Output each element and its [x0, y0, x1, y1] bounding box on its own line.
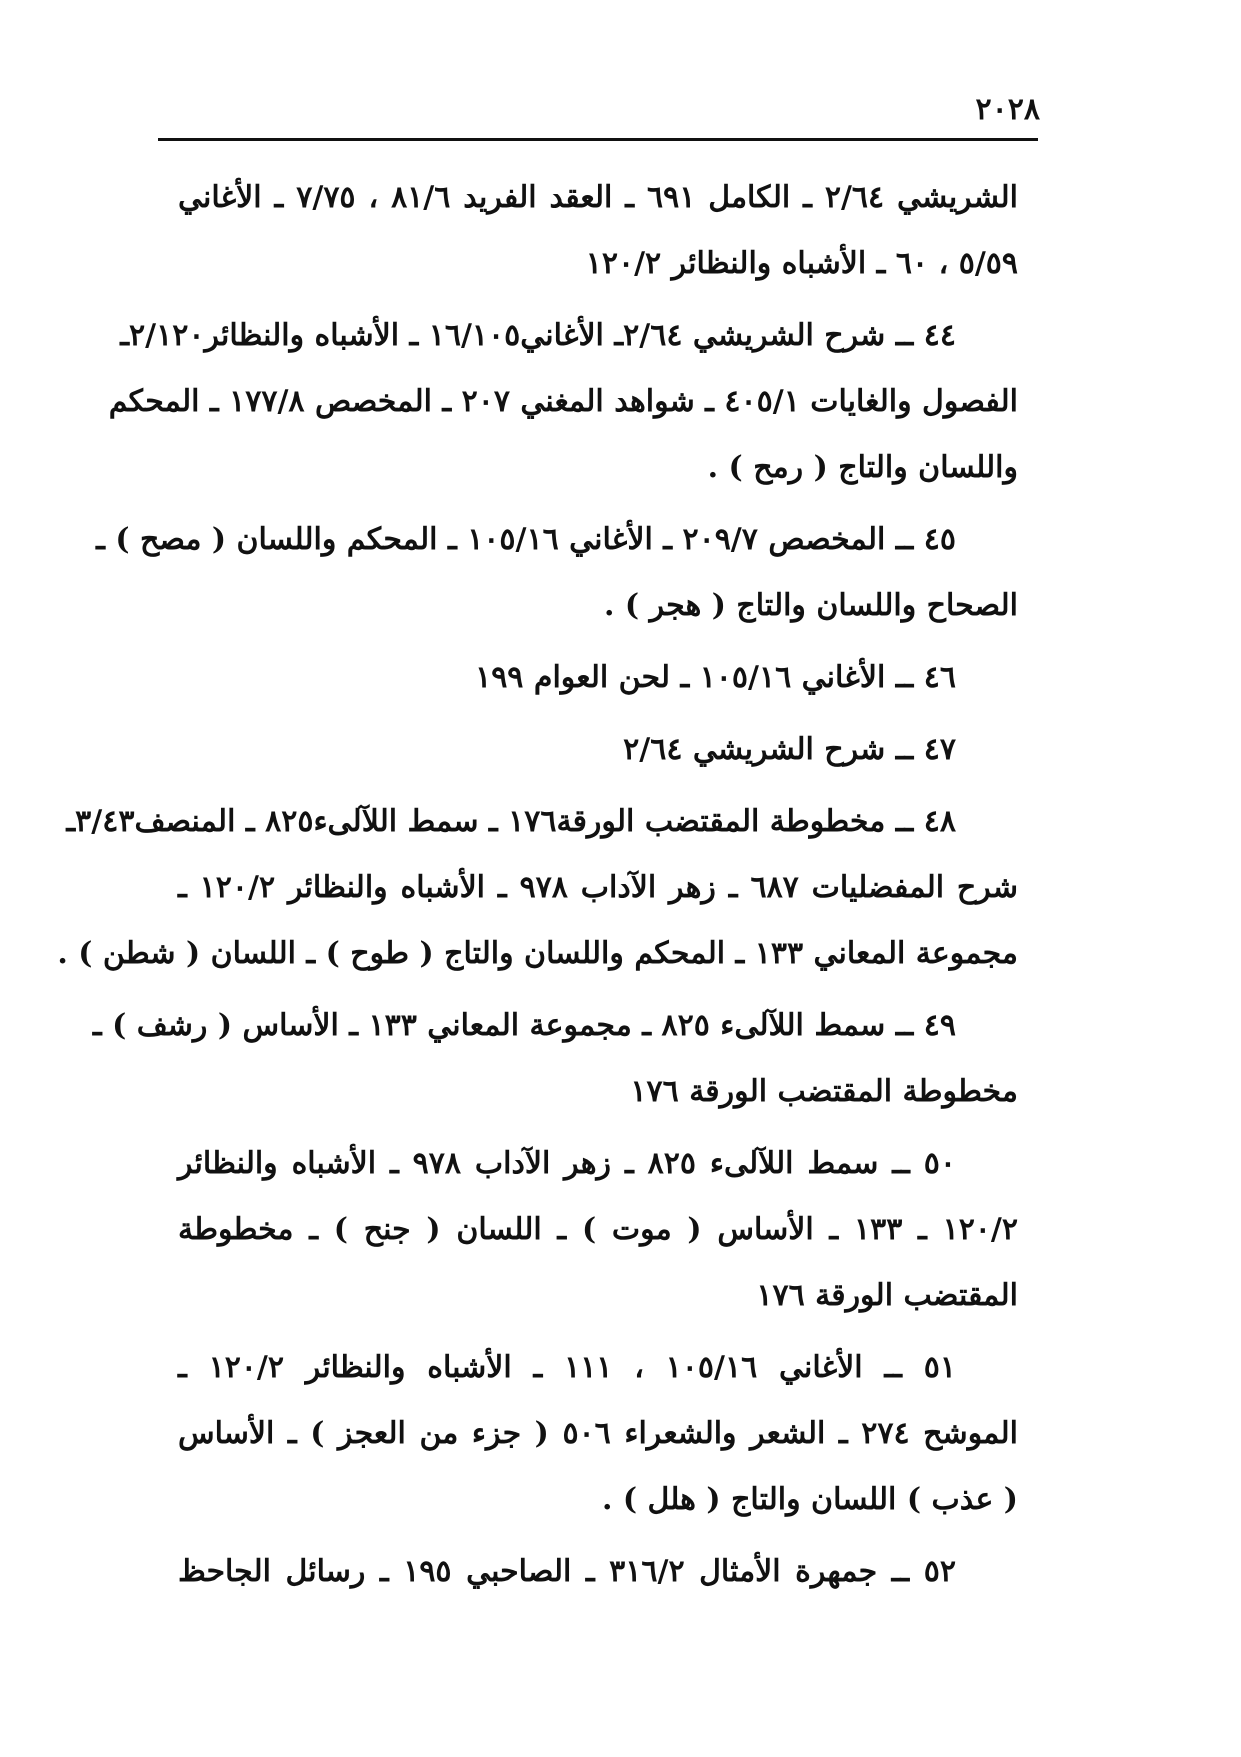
- entry-45: [96, 507, 1018, 639]
- entry-line: شرح المفضليات ٦٨٧ ـ زهر الآداب ٩٧٨ ـ الأشباه والنظائر ١٢٠/٢ ـ: [178, 870, 1018, 905]
- entry-line: ٤٧ ــ شرح الشريشي ٢/٦٤: [623, 732, 956, 767]
- entry-line: مجموعة المعاني ١٣٣ ـ المحكم واللسان والتاج ( طوح ) ـ اللسان ( شطن ) .: [57, 936, 1018, 971]
- entry-line: ٤٤ ــ شرح الشريشي ٢/٦٤ـ الأغاني١٦/١٠٥ ـ الأشباه والنظائر٢/١٢٠ـ: [120, 318, 956, 353]
- entry-line: ٤٩ ــ سمط اللآلىء ٨٢٥ ـ مجموعة المعاني ١٣٣ ـ الأساس ( رشف ) ـ: [92, 1008, 956, 1043]
- references-body: [57, 165, 1019, 1611]
- entry-line: المقتضب الورقة ١٧٦: [756, 1278, 1018, 1313]
- entry-line: ١٢٠/٢ ـ ١٣٣ ـ الأساس ( موت ) ـ اللسان ( جنح ) ـ مخطوطة: [178, 1212, 1018, 1247]
- entry-49: [92, 993, 1018, 1125]
- entry-44: [108, 303, 1018, 501]
- entry-51: [178, 1335, 1018, 1533]
- entry-line: ٤٦ ــ الأغاني ١٠٥/١٦ ـ لحن العوام ١٩٩: [475, 660, 956, 695]
- entry-line: الصحاح واللسان والتاج ( هجر ) .: [604, 588, 1018, 623]
- entry-52: [178, 1539, 1018, 1605]
- entry-48: [57, 789, 1018, 987]
- entry-line: ٥٢ ــ جمهرة الأمثال ٣١٦/٢ ـ الصاحبي ١٩٥ ـ رسائل الجاحظ: [178, 1554, 956, 1589]
- entry-continuation: [178, 165, 1018, 297]
- entry-line: الشريشي ٢/٦٤ ـ الكامل ٦٩١ ـ العقد الفريد ٨١/٦ ، ٧/٧٥ ـ الأغاني: [178, 180, 1018, 215]
- header-rule: [158, 138, 1038, 141]
- entry-line: ( عذب ) اللسان والتاج ( هلل ) .: [601, 1482, 1018, 1517]
- entry-line: الموشح ٢٧٤ ـ الشعر والشعراء ٥٠٦ ( جزء من العجز ) ـ الأساس: [178, 1416, 1019, 1451]
- entry-line: الفصول والغايات ٤٠٥/١ ـ شواهد المغني ٢٠٧ ـ المخصص ١٧٧/٨ ـ المحكم: [108, 384, 1018, 419]
- entry-line: واللسان والتاج ( رمح ) .: [707, 450, 1018, 485]
- entry-46: [178, 645, 1018, 711]
- entry-line: ٤٥ ــ المخصص ٢٠٩/٧ ـ الأغاني ١٠٥/١٦ ـ المحكم واللسان ( مصح ) ـ: [96, 522, 956, 557]
- entry-line: ٥/٥٩ ، ٦٠ ـ الأشباه والنظائر ١٢٠/٢: [585, 246, 1018, 281]
- entry-47: [178, 717, 1018, 783]
- entry-line: ٤٨ ــ مخطوطة المقتضب الورقة١٧٦ ـ سمط اللآلىء٨٢٥ ـ المنصف٣/٤٣ـ: [66, 804, 956, 839]
- page-number: ٢٠٢٨: [975, 92, 1040, 127]
- entry-line: ٥٠ ــ سمط اللآلىء ٨٢٥ ـ زهر الآداب ٩٧٨ ـ الأشباه والنظائر: [178, 1146, 956, 1181]
- entry-50: [178, 1131, 1018, 1329]
- entry-line: مخطوطة المقتضب الورقة ١٧٦: [630, 1074, 1018, 1109]
- entry-line: ٥١ ــ الأغاني ١٠٥/١٦ ، ١١١ ـ الأشباه والنظائر ١٢٠/٢ ـ: [178, 1350, 956, 1385]
